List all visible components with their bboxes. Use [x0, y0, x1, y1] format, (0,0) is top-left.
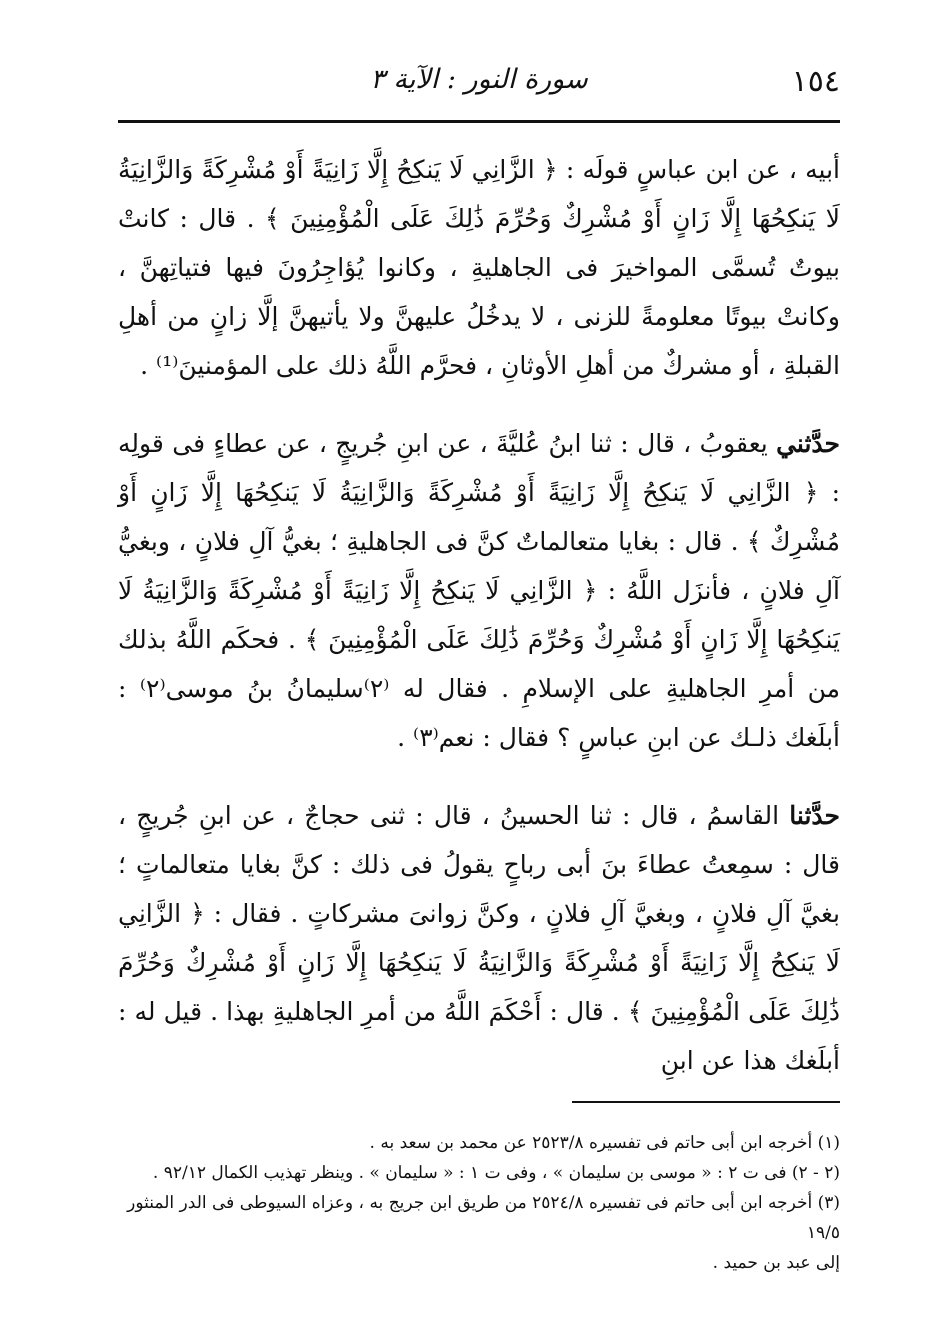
paragraph-1: [118, 145, 840, 390]
header-divider: [118, 120, 840, 123]
footnotes: [118, 1128, 840, 1278]
footnote-3-continuation: إلى عبد بن حميد .: [712, 1253, 840, 1273]
paragraph-lead: حدَّثنا: [789, 801, 840, 830]
footnote-1: (١) أخرجه ابن أبى حاتم فى تفسيره ٢٥٢٣/٨ عن محمد بن سعد به .: [369, 1133, 840, 1153]
paragraph-text: يعقوبُ ، قال : ثنا ابنُ عُليَّةَ ، عن ابنِ جُريجٍ ، عن عطاءٍ فى قولِه : ﴿ الزَّانِي لَا يَنكِحُ إِلَّا زَانِيَةً أَوْ مُشْرِكَةً وَالزَّانِيَةُ لَا يَنكِحُهَا إِلَّا زَانٍ أَوْ مُشْرِكٌ ﴾ . قال : بغايا متعالماتٌ كنَّ فى الجاهليةِ ؛ بغيُّ آلِ فلانٍ ، وبغيُّ آلِ فلانٍ ، فأنزَل اللَّهُ : ﴿ الزَّانِي لَا يَنكِحُ إِلَّا زَانِيَةً أَوْ مُشْرِكَةً وَالزَّانِيَةُ لَا يَنكِحُهَا إِلَّا زَانٍ أَوْ مُشْرِكٌ وَحُرِّمَ ذَٰلِكَ عَلَى الْمُؤْمِنِينَ ﴾ . فحكَم اللَّهُ بذلك من أمرِ الجاهليةِ على الإسلامِ . فقال له ⁽٢⁾سليمانُ بنُ موسى⁽٢⁾ : أبلَغك ذلـك عن ابنِ عباسٍ ؟ فقال : نعم⁽٣⁾ .: [118, 429, 841, 752]
footnote-2: (٢ - ٢) فى ت ٢ : « موسى بن سليمان » ، وفى ت ١ : « سليمان » . وينظر تهذيب الكمال ٩٢/١٢ .: [152, 1163, 840, 1183]
footnote-divider: [572, 1101, 840, 1103]
footnote-3: (٣) أخرجه ابن أبى حاتم فى تفسيره ٢٥٢٤/٨ من طريق ابن جريج به ، وعزاه السيوطى فى الدر المنثور ١٩/٥: [127, 1193, 840, 1243]
paragraph-2: [118, 419, 840, 762]
paragraph-text: القاسمُ ، قال : ثنا الحسينُ ، قال : ثنى حجاجٌ ، عن ابنِ جُريجٍ ، قال : سمِعتُ عطاءَ بنَ أبى رباحٍ يقولُ فى ذلك : كنَّ بغايا متعالماتٍ ؛ بغيَّ آلِ فلانٍ ، وبغيَّ آلِ فلانٍ ، وكنَّ زوانىَ مشركاتٍ . فقال : ﴿ الزَّانِي لَا يَنكِحُ إِلَّا زَانِيَةً أَوْ مُشْرِكَةً وَالزَّانِيَةُ لَا يَنكِحُهَا إِلَّا زَانٍ أَوْ مُشْرِكٌ وَحُرِّمَ ذَٰلِكَ عَلَى الْمُؤْمِنِينَ ﴾ . قال : أَحْكَمَ اللَّهُ من أمرِ الجاهليةِ بهذا . قيل له : أبلَغك هذا عن ابنِ: [118, 801, 840, 1075]
page-number: ١٥٤: [791, 64, 840, 99]
paragraph-3: [118, 791, 840, 1085]
main-text: [118, 145, 840, 1085]
running-title: سورة النور : الآية ٣: [370, 64, 588, 95]
paragraph-text: أبيه ، عن ابن عباسٍ قولَه : ﴿ الزَّانِي لَا يَنكِحُ إِلَّا زَانِيَةً أَوْ مُشْرِكَةً وَالزَّانِيَةُ لَا يَنكِحُهَا إِلَّا زَانٍ أَوْ مُشْرِكٌ وَحُرِّمَ ذَٰلِكَ عَلَى الْمُؤْمِنِينَ ﴾ . قال : كانتْ بيوتٌ تُسمَّى المواخيرَ فى الجاهليةِ ، وكانوا يُؤاجِرُونَ فيها فتياتِهنَّ ، وكانتْ بيوتًا معلومةً للزنى ، لا يدخُلُ عليهنَّ ولا يأتيهنَّ إلَّا زانٍ من أهلِ القبلةِ ، أو مشركٌ من أهلِ الأوثانِ ، فحرَّم اللَّهُ ذلك على المؤمنينَ⁽¹⁾ .: [118, 155, 841, 380]
paragraph-lead: حدَّثني: [776, 429, 840, 458]
page-header: [118, 58, 840, 114]
